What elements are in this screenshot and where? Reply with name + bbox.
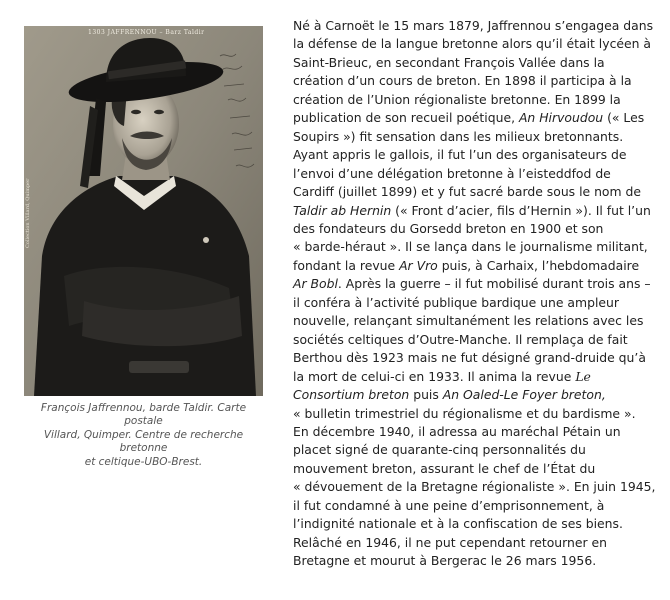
article-text: création de l’Union régionaliste bretonne. En 1899 la xyxy=(293,91,621,107)
article-line xyxy=(293,515,653,533)
photo-caption xyxy=(22,402,265,469)
article-text: l’envoi d’une délégation bretonne à l’eisteddfod de xyxy=(293,165,611,181)
article-text: (« Front d’acier, fils d’Hernin »). Il fut l’un xyxy=(391,202,651,218)
article-text: . Après la guerre – il fut mobilisé durant trois ans – xyxy=(337,276,651,292)
article-text: « barde-héraut ». Il se lança dans le journalisme militant, xyxy=(293,239,648,255)
article-text: (« Les xyxy=(603,110,645,126)
article-line xyxy=(293,423,653,441)
article-text: publication de son recueil poétique, xyxy=(293,110,519,126)
article-text: Cardiff (juillet 1899) et y fut sacré barde sous le nom de xyxy=(293,184,642,200)
article-line xyxy=(293,220,653,238)
article-line xyxy=(293,349,653,367)
article-line xyxy=(293,128,653,146)
article-text: l’indignité nationale et à la confiscation de ses biens. xyxy=(293,516,623,532)
article-line xyxy=(293,368,653,386)
article-text: la défense de la langue bretonne alors qu’il était lycéen à xyxy=(293,36,652,52)
photo-inscription: 1303 JAFFRENNOU – Barz Taldir xyxy=(88,29,205,36)
article-text: il fut condamné à une peine d’emprisonnement, à xyxy=(293,497,605,513)
article-text: « dévouement de la Bretagne régionaliste ». En juin 1945, xyxy=(293,479,656,495)
article-line xyxy=(293,17,653,35)
article-italic-text: Taldir ab Hernin xyxy=(293,202,392,218)
article-italic-text: An Oaled-Le Foyer breton, xyxy=(442,387,606,403)
article-text: placet signé de quarante-cinq personnalités du xyxy=(293,442,586,458)
article-line xyxy=(293,331,653,349)
article-text: Né à Carnoët le 15 mars 1879, Jaffrennou s’engagea dans xyxy=(293,18,654,33)
portrait-image xyxy=(24,26,263,396)
article-line xyxy=(293,202,653,220)
portrait-photo xyxy=(24,26,263,396)
article-text: la mort de celui-ci en 1933. Il anima la revue xyxy=(293,368,576,384)
article-line xyxy=(293,238,653,256)
article-line xyxy=(293,294,653,312)
article-line xyxy=(293,275,653,293)
article-line xyxy=(293,54,653,72)
article-text: puis, à Carhaix, l’hebdomadaire xyxy=(437,257,640,273)
article-text: Soupirs ») fit sensation dans les milieux bretonnants. xyxy=(293,128,624,144)
article-text: des fondateurs du Gorsedd breton en 1900 et son xyxy=(293,220,604,236)
article-text: sociétés celtiques d’Outre-Manche. Il remplaça de fait xyxy=(293,331,628,347)
article-italic-text: Le xyxy=(575,368,591,384)
article-italic-text: Consortium breton xyxy=(293,387,410,403)
article-line xyxy=(293,460,653,478)
article-body xyxy=(293,17,656,571)
article-line xyxy=(293,109,653,127)
article-text: il conféra à l’activité publique bardique une ampleur xyxy=(293,294,619,310)
article-line xyxy=(293,534,653,552)
article-line xyxy=(293,165,653,183)
article-text: mouvement breton, assurant le chef de l’État du xyxy=(293,460,596,476)
article-text: Berthou dès 1923 mais ne fut désigné grand-druide qu’à xyxy=(293,350,646,366)
article-line xyxy=(293,257,653,275)
article-text: création d’un cours de breton. En 1898 il participa à la xyxy=(293,73,632,89)
article-text: Relâché en 1946, il ne put cependant retourner en xyxy=(293,534,608,550)
photo-side-text: Collection Villard, Quimper xyxy=(25,178,31,248)
article-text: Ayant appris le gallois, il fut l’un des organisateurs de xyxy=(293,147,627,163)
caption-line: et celtique-UBO-Brest. xyxy=(84,455,203,468)
article-line xyxy=(293,386,653,404)
article-line xyxy=(293,497,653,515)
photo-figure xyxy=(22,26,265,469)
article-text: En décembre 1940, il adressa au maréchal Pétain un xyxy=(293,423,621,439)
article-line xyxy=(293,91,653,109)
article-line xyxy=(293,478,656,496)
article-line xyxy=(293,405,653,423)
article-italic-text: An Hirvoudou xyxy=(518,110,604,126)
article-text: fondant la revue xyxy=(293,257,400,273)
article-text: puis xyxy=(409,387,443,403)
article-text: nouvelle, relançant simultanément les relations avec les xyxy=(293,313,644,329)
article-line xyxy=(293,146,653,164)
article-line xyxy=(293,441,653,459)
article-line xyxy=(293,72,653,90)
article-text: « bulletin trimestriel du régionalisme et du bardisme ». xyxy=(293,405,636,421)
article-line xyxy=(293,552,653,570)
article-line xyxy=(293,35,653,53)
article-italic-text: Ar Vro xyxy=(399,257,438,273)
article-text: Bretagne et mourut à Bergerac le 26 mars 1956. xyxy=(293,553,597,569)
article-italic-text: Ar Bobl xyxy=(293,276,338,292)
article-text: Saint-Brieuc, en secondant François Vallée dans la xyxy=(293,54,605,70)
article-line xyxy=(293,312,653,330)
caption-line: Villard, Quimper. Centre de recherche bretonne xyxy=(43,428,244,455)
caption-line: François Jaffrennou, barde Taldir. Carte postale xyxy=(40,402,247,428)
article-line xyxy=(293,183,653,201)
